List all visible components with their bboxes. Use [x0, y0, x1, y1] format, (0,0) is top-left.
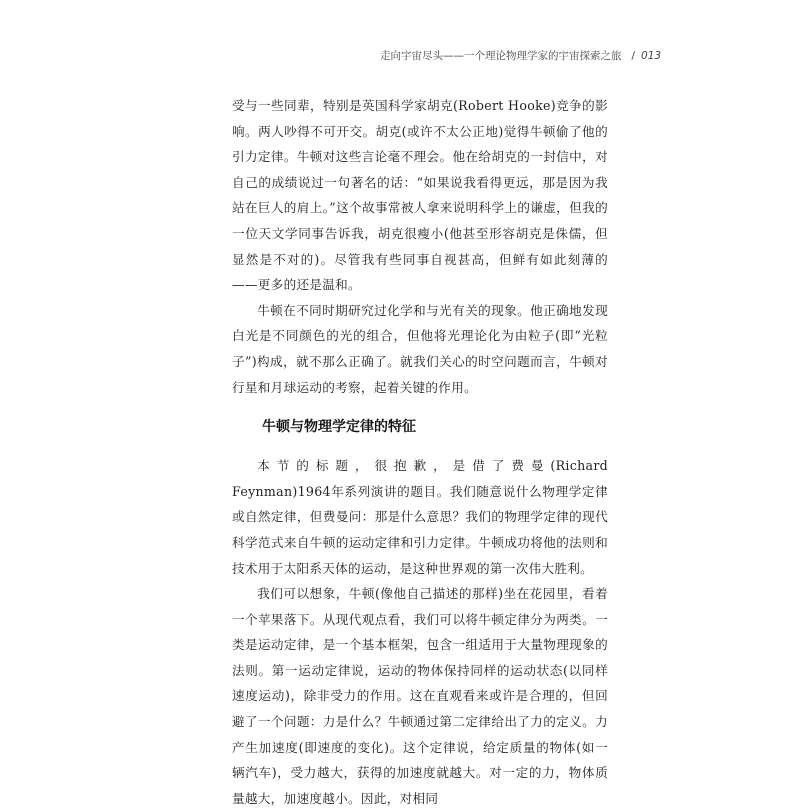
paragraph-1: 受与一些同辈，特别是英国科学家胡克(Robert Hooke)竞争的影响。两人吵得不可开交。胡克(或许不太公正地)觉得牛顿偷了他的引力定律。牛顿对这些言论毫不理会。他在给胡克的一封信中，对自己的成绩说过一句著名的话：“如果说我看得更远，那是因为我站在巨人的肩上。”这个故事常被人拿来说明科学上的谦虚，但我的一位天文学同事告诉我，胡克很瘦小(他甚至形容胡克是侏儒，但显然是不对的)。尽管我有些同事自视甚高，但鲜有如此刻薄的——更多的还是温和。 — [232, 98, 608, 293]
paragraph-3: 本节的标题，很抱歉，是借了费曼(Richard Feynman)1964年系列演讲的题目。我们随意说什么物理学定律或自然定律，但费曼问：那是什么意思？我们的物理学定律的现代科学范式来自牛顿的运动定律和引力定律。牛顿成功将他的法则和技术用于太阳系天体的运动，是这种世界观的第一次伟大胜利。 — [232, 458, 608, 576]
running-header — [380, 48, 660, 63]
book-title: 走向宇宙尽头——一个理论物理学家的宇宙探索之旅 — [380, 50, 622, 62]
paragraph-2: 牛顿在不同时期研究过化学和与光有关的现象。他正确地发现白光是不同颜色的光的组合，但他将光理论化为由粒子(即“光粒子”)构成，就不那么正确了。就我们关心的时空问题而言，牛顿对行星和月球运动的考察，起着关键的作用。 — [232, 302, 608, 395]
page-body — [232, 93, 608, 811]
paragraph-4: 我们可以想象，牛顿(像他自己描述的那样)坐在花园里，看着一个苹果落下。从现代观点看，我们可以将牛顿定律分为两类。一类是运动定律，是一个基本框架，包含一组适用于大量物理现象的法则。第一运动定律说，运动的物体保持同样的运动状态(以同样速度运动)，除非受力的作用。这在直观看来或许是合理的，但回避了一个问题：力是什么？牛顿通过第二定律给出了力的定义。力产生加速度(即速度的变化)。这个定律说，给定质量的物体(如一辆汽车)，受力越大，获得的加速度就越大。对一定的力，物体质量越大，加速度越小。因此，对相同 — [232, 586, 608, 806]
section-heading: 牛顿与物理学定律的特征 — [262, 419, 416, 436]
page-number: 013 — [641, 50, 662, 62]
header-separator: / — [631, 50, 636, 62]
